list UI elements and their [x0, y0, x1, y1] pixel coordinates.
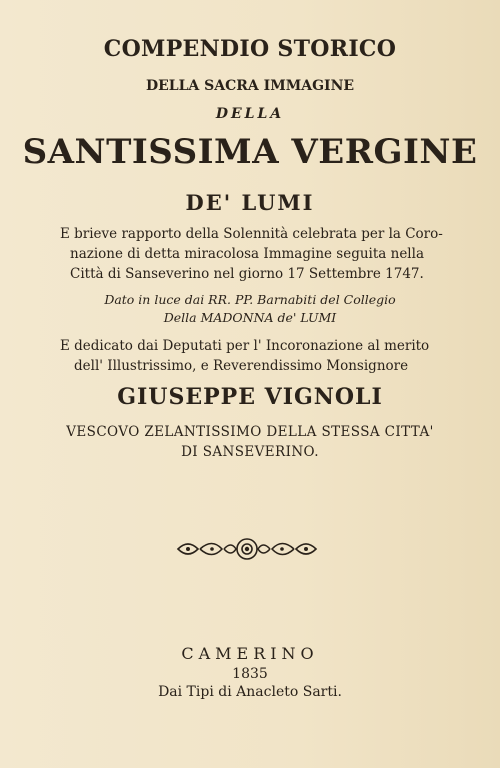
rapporto-line: E brieve rapporto della Solennità celebrata per la Coro-	[60, 226, 443, 242]
dedica-line: dell' Illustrissimo, e Reverendissimo Monsignore	[74, 358, 409, 374]
year: 1835	[232, 666, 268, 682]
dedica-paragraph	[60, 336, 460, 376]
title-line-compendio: COMPENDIO STORICO	[103, 36, 397, 62]
title-line-santissima-vergine: SANTISSIMA VERGINE	[22, 132, 478, 172]
floral-ornament-icon	[174, 536, 320, 562]
dato-line: Della MADONNA de' LUMI	[163, 310, 337, 325]
dato-line: Dato in luce dai RR. PP. Barnabiti del Collegio	[104, 292, 396, 307]
printer: Dai Tipi di Anacleto Sarti.	[158, 684, 342, 700]
city: CAMERINO	[181, 644, 319, 663]
title-line-sacra-immagine: DELLA SACRA IMMAGINE	[145, 78, 355, 94]
bishop-name: GIUSEPPE VIGNOLI	[117, 384, 383, 410]
rapporto-line: nazione di detta miracolosa Immagine seguita nella	[70, 246, 424, 262]
rapporto-paragraph	[60, 224, 450, 284]
bishop-title-line: DI SANSEVERINO.	[181, 444, 319, 460]
rapporto-line: Città di Sanseverino nel giorno 17 Settembre 1747.	[70, 266, 424, 282]
title-line-della: DELLA	[215, 106, 285, 122]
dedica-line: E dedicato dai Deputati per l' Incoronazione al merito	[60, 338, 430, 354]
title-line-de-lumi: DE' LUMI	[185, 190, 315, 215]
bishop-title-line: VESCOVO ZELANTISSIMO DELLA STESSA CITTA'	[66, 424, 434, 440]
